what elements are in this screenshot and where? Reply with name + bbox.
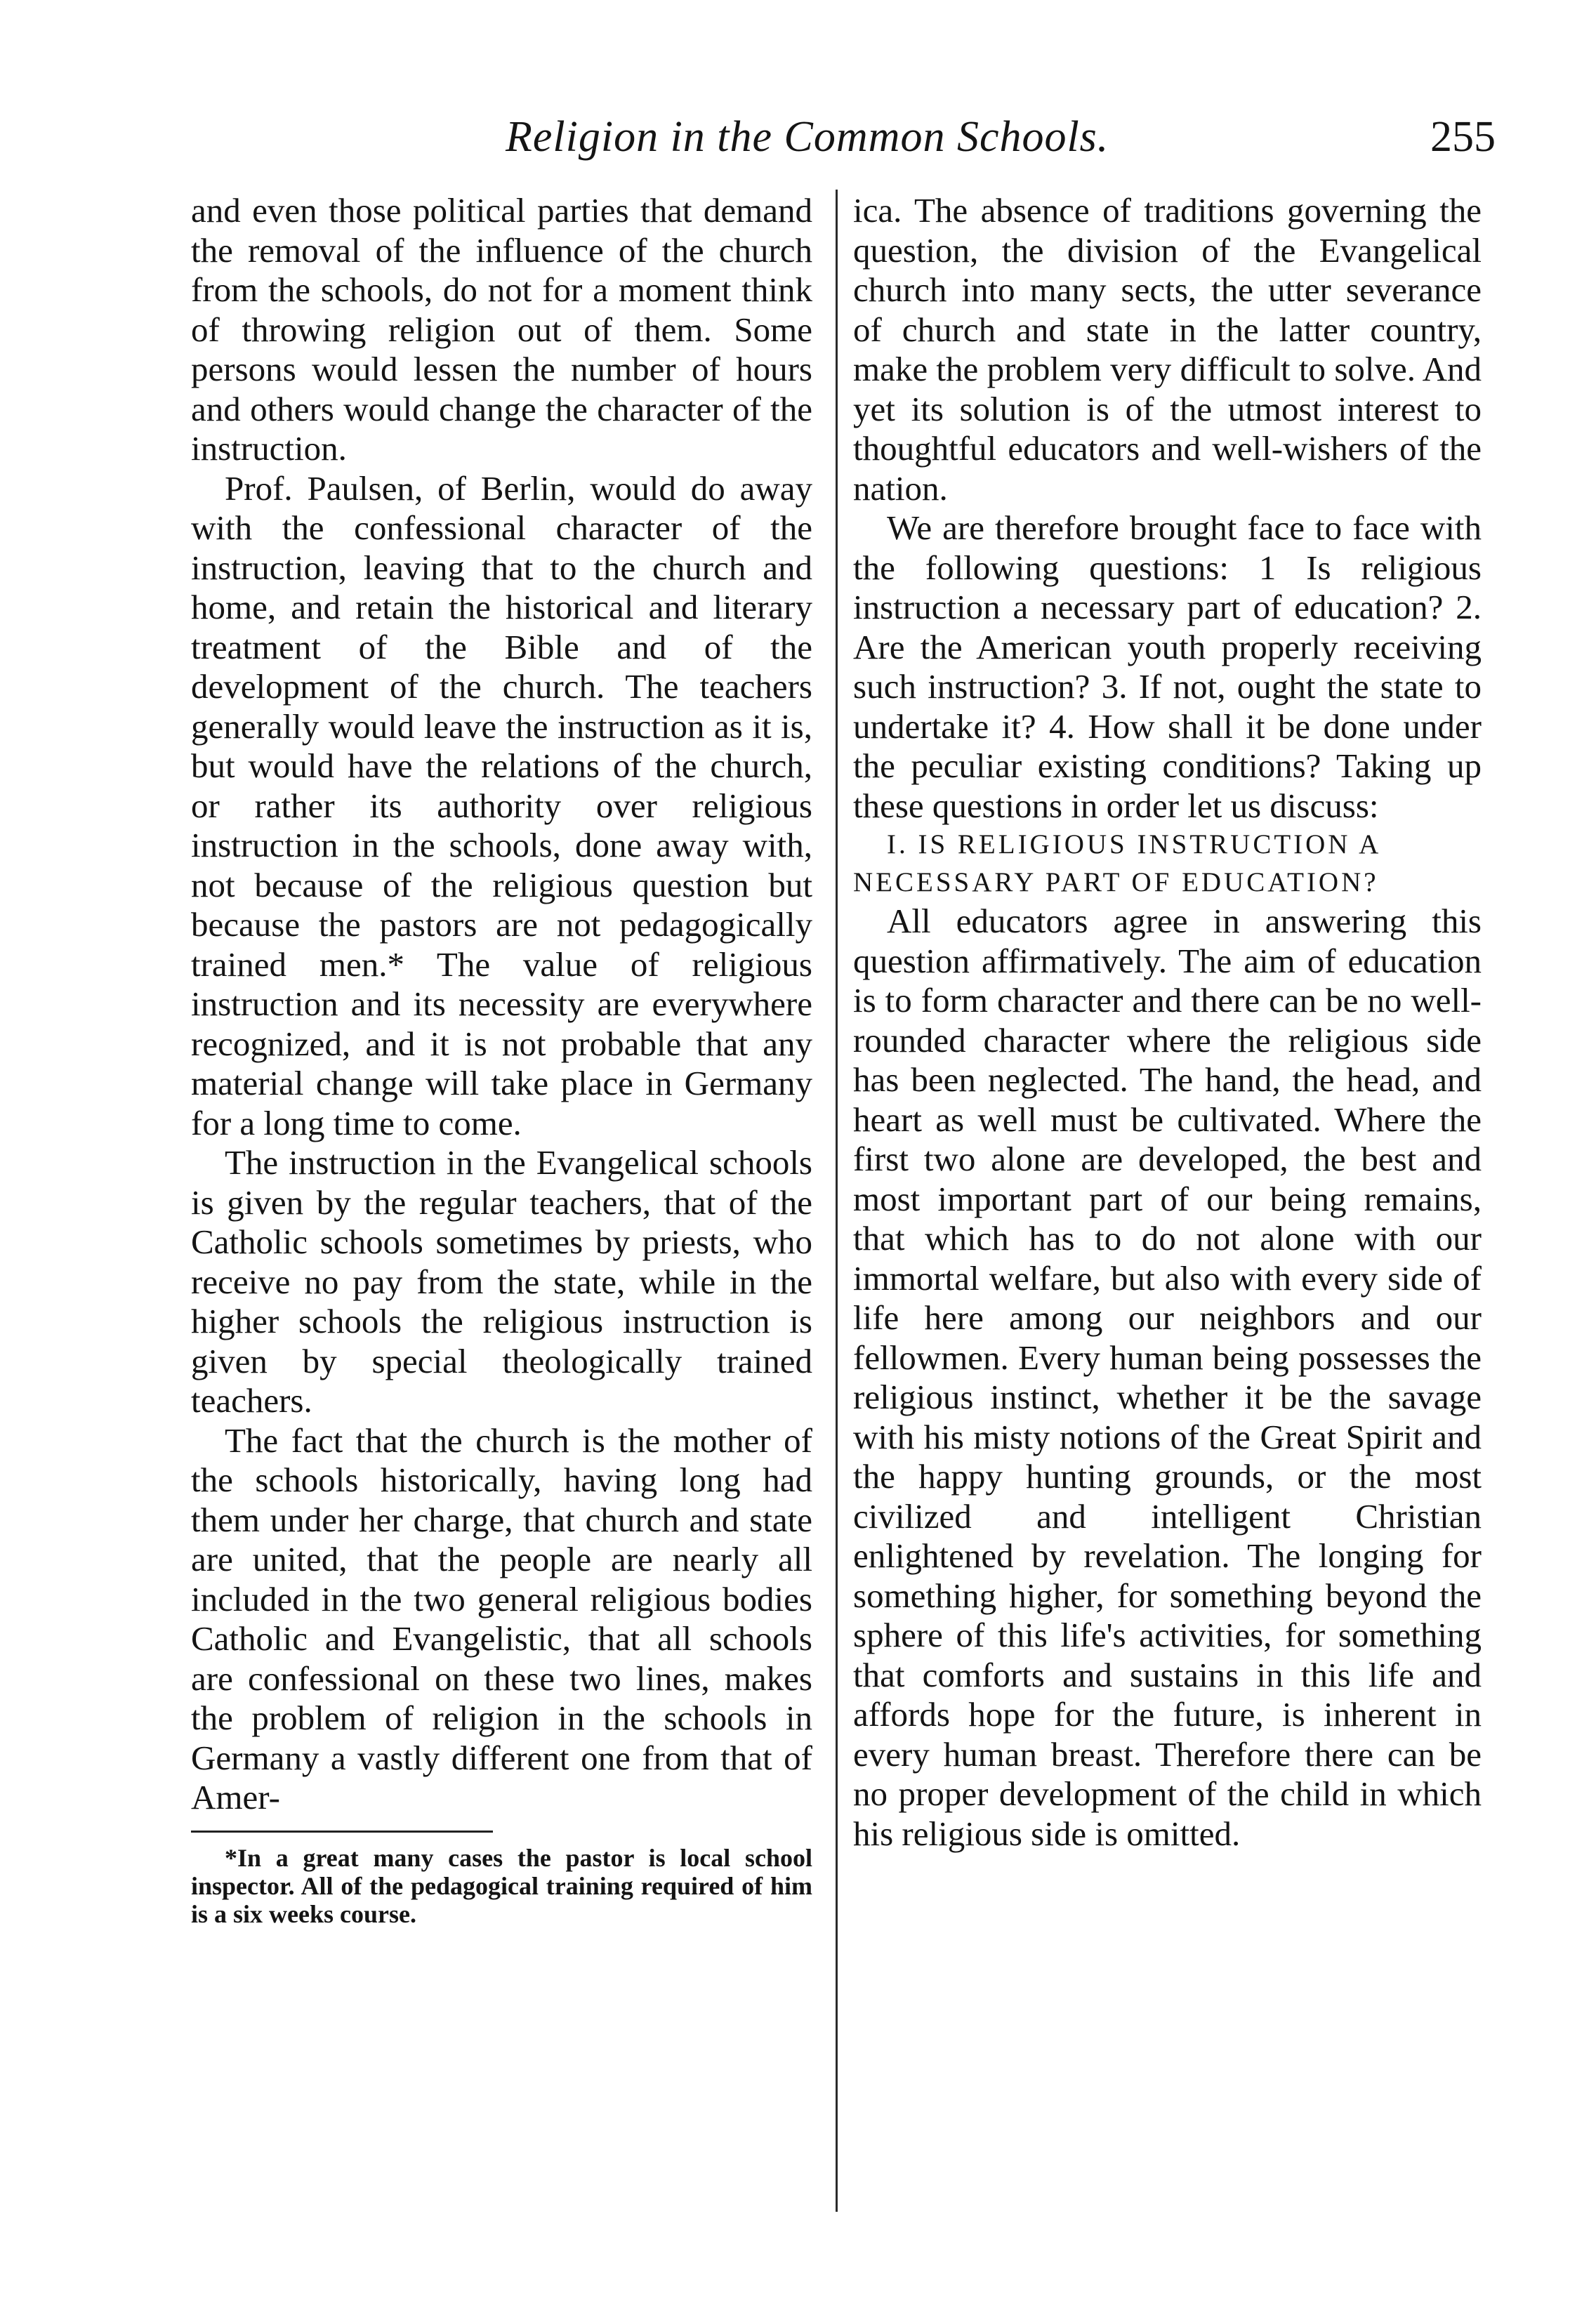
footnote-divider — [191, 1831, 493, 1833]
section-heading: I. IS RELIGIOUS INSTRUCTION A NECESSARY PART OF EDUCATION? — [853, 829, 1380, 897]
paragraph: We are therefore brought face to face with the following questions: 1 Is religious instruction a necessary part of education? 2. Are the American youth properly receiving such instruction? 3. If not, ought the state to undertake it? 4. How shall it be done under the peculiar existing conditions? Taking up these questions in order let us discuss: — [853, 508, 1482, 825]
paragraph: and even those political parties that demand the removal of the influence of the church from the schools, do not for a moment think of throwing religion out of them. Some persons would lessen the number of hours and others would change the character of the instruction. — [191, 191, 812, 468]
right-column — [853, 191, 1482, 1854]
column-divider — [836, 190, 838, 2212]
left-column — [191, 191, 812, 1928]
paragraph: Prof. Paulsen, of Berlin, would do away with the confessional character of the instruction, leaving that to the church and home, and retain the historical and literary treatment of the Bible and of the development of the church. The teachers generally would leave the instruction as it is, but would have the relations of the church, or rather its authority over religious instruction in the schools, done away with, not because of the religious question but because the pastors are not pedagogically trained men.* The value of religious instruction and its necessity are everywhere recognized, and it is not probable that any material change will take place in Germany for a long time to come. — [191, 468, 812, 1142]
paragraph: The instruction in the Evangelical schools is given by the regular teachers, that of the Catholic schools sometimes by priests, who receive no pay from the state, while in the higher schools the religious instruction is given by special theologically trained teachers. — [191, 1143, 812, 1420]
paragraph: ica. The absence of traditions governing the question, the division of the Evangelical church into many sects, the utter severance of church and state in the latter country, make the problem very difficult to solve. And yet its solution is of the utmost interest to thoughtful educators and well-wishers of the nation. — [853, 191, 1482, 508]
footnote: *In a great many cases the pastor is local school inspector. All of the pedagogical training required of him is a six weeks course. — [191, 1843, 812, 1928]
paragraph: All educators agree in answering this question affirmatively. The aim of education is to form character and there can be no well-rounded character where the religious side has been neglected. The hand, the head, and heart as well must be cultivated. Where the first two alone are developed, the best and most important part of our being remains, that which has to do not alone with our immortal welfare, but also with every side of life here among our neighbors and our fellowmen. Every human being possesses the religious instinct, whether it be the savage with his misty notions of the Great Spirit and the happy hunting grounds, or the most civilized and intelligent Christian enlightened by revelation. The longing for something higher, for something beyond the sphere of this life's activities, for something that comforts and sustains in this life and affords hope for the future, is inherent in every human breast. Therefore there can be no proper development of the child in which his religious side is omitted. — [853, 902, 1482, 1853]
page-header — [190, 105, 1496, 169]
page-number: 255 — [1430, 113, 1496, 161]
paragraph: The fact that the church is the mother of the schools historically, having long had them under her charge, that church and state are united, that the people are nearly all included in the two general religious bodies Catholic and Evangelistic, that all schools are confessional on these two lines, makes the problem of religion in the schools in Germany a vastly different one from that of Amer- — [191, 1420, 812, 1816]
running-head: Religion in the Common Schools. — [506, 113, 1109, 161]
